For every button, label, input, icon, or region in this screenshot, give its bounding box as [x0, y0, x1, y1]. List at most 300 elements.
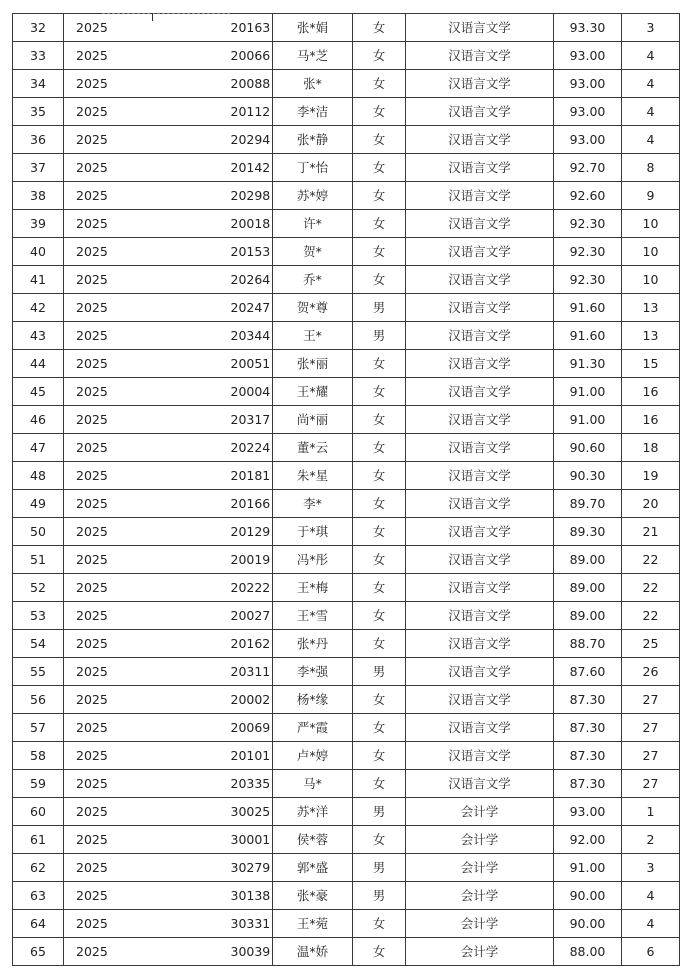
id-suffix-cell: 20101	[231, 742, 273, 770]
row-number-cell: 37	[13, 154, 64, 182]
rank-cell: 16	[622, 406, 680, 434]
gender-cell: 女	[353, 714, 406, 742]
score-cell: 89.30	[554, 518, 622, 546]
id-suffix-cell: 20247	[231, 294, 273, 322]
table-row	[13, 602, 680, 630]
row-number-cell: 48	[13, 462, 64, 490]
gender-cell: 女	[353, 210, 406, 238]
year-cell: 2025	[64, 630, 103, 658]
score-cell: 90.60	[554, 434, 622, 462]
score-cell: 91.00	[554, 854, 622, 882]
table-row	[13, 798, 680, 826]
name-cell: 乔*	[273, 266, 353, 294]
score-cell: 92.00	[554, 826, 622, 854]
table-row	[13, 742, 680, 770]
table-row	[13, 518, 680, 546]
id-suffix-cell: 30331	[231, 910, 273, 938]
id-suffix-cell: 20264	[231, 266, 273, 294]
major-cell: 汉语言文学	[406, 266, 554, 294]
year-cell: 2025	[64, 882, 103, 910]
table-row	[13, 630, 680, 658]
rank-cell: 22	[622, 546, 680, 574]
major-cell: 会计学	[406, 882, 554, 910]
name-cell: 马*芝	[273, 42, 353, 70]
score-cell: 88.70	[554, 630, 622, 658]
redacted-id-cell	[103, 490, 231, 518]
year-cell: 2025	[64, 714, 103, 742]
rank-cell: 4	[622, 882, 680, 910]
id-suffix-cell: 20344	[231, 322, 273, 350]
row-number-cell: 44	[13, 350, 64, 378]
redaction-mark	[102, 13, 230, 17]
table-row	[13, 882, 680, 910]
id-suffix-cell: 20317	[231, 406, 273, 434]
gender-cell: 女	[353, 434, 406, 462]
row-number-cell: 50	[13, 518, 64, 546]
name-cell: 张*豪	[273, 882, 353, 910]
redacted-id-cell	[103, 854, 231, 882]
row-number-cell: 54	[13, 630, 64, 658]
redacted-id-cell	[103, 42, 231, 70]
row-number-cell: 49	[13, 490, 64, 518]
major-cell: 汉语言文学	[406, 518, 554, 546]
table-row	[13, 686, 680, 714]
gender-cell: 女	[353, 238, 406, 266]
row-number-cell: 36	[13, 126, 64, 154]
id-suffix-cell: 20222	[231, 574, 273, 602]
year-cell: 2025	[64, 434, 103, 462]
table-row	[13, 70, 680, 98]
major-cell: 汉语言文学	[406, 630, 554, 658]
table-row	[13, 406, 680, 434]
id-suffix-cell: 20004	[231, 378, 273, 406]
id-suffix-cell: 20298	[231, 182, 273, 210]
rank-cell: 2	[622, 826, 680, 854]
score-cell: 92.30	[554, 210, 622, 238]
name-cell: 苏*婷	[273, 182, 353, 210]
gender-cell: 女	[353, 518, 406, 546]
major-cell: 汉语言文学	[406, 126, 554, 154]
id-suffix-cell: 20088	[231, 70, 273, 98]
major-cell: 汉语言文学	[406, 294, 554, 322]
redacted-id-cell	[103, 770, 231, 798]
year-cell: 2025	[64, 462, 103, 490]
redacted-id-cell	[103, 378, 231, 406]
redacted-id-cell	[103, 910, 231, 938]
name-cell: 王*	[273, 322, 353, 350]
id-suffix-cell: 20018	[231, 210, 273, 238]
row-number-cell: 64	[13, 910, 64, 938]
row-number-cell: 34	[13, 70, 64, 98]
major-cell: 汉语言文学	[406, 210, 554, 238]
year-cell: 2025	[64, 854, 103, 882]
score-cell: 89.00	[554, 574, 622, 602]
redacted-id-cell	[103, 798, 231, 826]
major-cell: 会计学	[406, 798, 554, 826]
id-suffix-cell: 20162	[231, 630, 273, 658]
name-cell: 严*霞	[273, 714, 353, 742]
id-suffix-cell: 20027	[231, 602, 273, 630]
rank-cell: 22	[622, 574, 680, 602]
score-cell: 90.30	[554, 462, 622, 490]
gender-cell: 女	[353, 490, 406, 518]
name-cell: 杨*缘	[273, 686, 353, 714]
table-row	[13, 854, 680, 882]
id-suffix-cell: 30001	[231, 826, 273, 854]
rank-cell: 18	[622, 434, 680, 462]
score-cell: 91.60	[554, 322, 622, 350]
rank-cell: 21	[622, 518, 680, 546]
rank-cell: 4	[622, 42, 680, 70]
score-cell: 91.00	[554, 406, 622, 434]
score-cell: 92.70	[554, 154, 622, 182]
score-cell: 87.60	[554, 658, 622, 686]
major-cell: 汉语言文学	[406, 602, 554, 630]
row-number-cell: 60	[13, 798, 64, 826]
name-cell: 王*雪	[273, 602, 353, 630]
major-cell: 汉语言文学	[406, 714, 554, 742]
name-cell: 苏*洋	[273, 798, 353, 826]
id-suffix-cell: 20066	[231, 42, 273, 70]
id-suffix-cell: 20129	[231, 518, 273, 546]
year-cell: 2025	[64, 658, 103, 686]
redacted-id-cell	[103, 70, 231, 98]
name-cell: 贺*	[273, 238, 353, 266]
gender-cell: 女	[353, 182, 406, 210]
redacted-id-cell	[103, 938, 231, 966]
year-cell: 2025	[64, 546, 103, 574]
gender-cell: 男	[353, 798, 406, 826]
row-number-cell: 45	[13, 378, 64, 406]
redacted-id-cell	[103, 322, 231, 350]
table-row	[13, 182, 680, 210]
year-cell: 2025	[64, 42, 103, 70]
row-number-cell: 40	[13, 238, 64, 266]
major-cell: 汉语言文学	[406, 70, 554, 98]
table-row	[13, 434, 680, 462]
score-cell: 91.00	[554, 378, 622, 406]
rank-cell: 27	[622, 686, 680, 714]
rank-cell: 25	[622, 630, 680, 658]
table-row	[13, 266, 680, 294]
redacted-id-cell	[103, 406, 231, 434]
redacted-id-cell	[103, 574, 231, 602]
table-row	[13, 238, 680, 266]
table-row	[13, 42, 680, 70]
redacted-id-cell	[103, 294, 231, 322]
gender-cell: 男	[353, 882, 406, 910]
table-row	[13, 98, 680, 126]
rank-cell: 4	[622, 98, 680, 126]
year-cell: 2025	[64, 602, 103, 630]
redacted-id-cell	[103, 238, 231, 266]
score-cell: 87.30	[554, 714, 622, 742]
name-cell: 侯*蓉	[273, 826, 353, 854]
score-cell: 90.00	[554, 882, 622, 910]
id-suffix-cell: 20153	[231, 238, 273, 266]
row-number-cell: 52	[13, 574, 64, 602]
major-cell: 汉语言文学	[406, 434, 554, 462]
year-cell: 2025	[64, 378, 103, 406]
score-cell: 89.00	[554, 546, 622, 574]
table-row	[13, 154, 680, 182]
redacted-id-cell	[103, 462, 231, 490]
redacted-id-cell	[103, 742, 231, 770]
redacted-id-cell	[103, 882, 231, 910]
major-cell: 汉语言文学	[406, 378, 554, 406]
table-row	[13, 826, 680, 854]
row-number-cell: 32	[13, 14, 64, 42]
major-cell: 汉语言文学	[406, 462, 554, 490]
redacted-id-cell	[103, 266, 231, 294]
score-cell: 91.60	[554, 294, 622, 322]
redacted-id-cell	[103, 98, 231, 126]
rank-cell: 27	[622, 742, 680, 770]
major-cell: 汉语言文学	[406, 14, 554, 42]
year-cell: 2025	[64, 294, 103, 322]
score-cell: 87.30	[554, 742, 622, 770]
table-row	[13, 546, 680, 574]
name-cell: 张*	[273, 70, 353, 98]
rank-cell: 20	[622, 490, 680, 518]
name-cell: 李*洁	[273, 98, 353, 126]
table-row	[13, 378, 680, 406]
year-cell: 2025	[64, 490, 103, 518]
year-cell: 2025	[64, 126, 103, 154]
table-row	[13, 350, 680, 378]
year-cell: 2025	[64, 826, 103, 854]
redacted-id-cell	[103, 546, 231, 574]
row-number-cell: 59	[13, 770, 64, 798]
score-cell: 90.00	[554, 910, 622, 938]
gender-cell: 女	[353, 406, 406, 434]
redacted-id-cell	[103, 826, 231, 854]
rank-cell: 4	[622, 910, 680, 938]
score-cell: 91.30	[554, 350, 622, 378]
id-suffix-cell: 30138	[231, 882, 273, 910]
year-cell: 2025	[64, 406, 103, 434]
score-cell: 93.00	[554, 798, 622, 826]
score-cell: 92.30	[554, 266, 622, 294]
id-suffix-cell: 20002	[231, 686, 273, 714]
name-cell: 张*丹	[273, 630, 353, 658]
major-cell: 会计学	[406, 910, 554, 938]
id-suffix-cell: 20181	[231, 462, 273, 490]
id-suffix-cell: 20166	[231, 490, 273, 518]
gender-cell: 女	[353, 350, 406, 378]
gender-cell: 男	[353, 658, 406, 686]
gender-cell: 女	[353, 378, 406, 406]
major-cell: 汉语言文学	[406, 742, 554, 770]
name-cell: 贺*尊	[273, 294, 353, 322]
score-cell: 93.00	[554, 98, 622, 126]
rank-cell: 22	[622, 602, 680, 630]
major-cell: 会计学	[406, 826, 554, 854]
row-number-cell: 33	[13, 42, 64, 70]
major-cell: 汉语言文学	[406, 350, 554, 378]
gender-cell: 女	[353, 70, 406, 98]
table-row	[13, 14, 680, 42]
redacted-id-cell	[103, 714, 231, 742]
table-row	[13, 714, 680, 742]
table-row	[13, 322, 680, 350]
year-cell: 2025	[64, 518, 103, 546]
gender-cell: 女	[353, 266, 406, 294]
table-row	[13, 574, 680, 602]
gender-cell: 女	[353, 630, 406, 658]
year-cell: 2025	[64, 210, 103, 238]
year-cell: 2025	[64, 770, 103, 798]
name-cell: 王*梅	[273, 574, 353, 602]
rank-cell: 13	[622, 294, 680, 322]
row-number-cell: 58	[13, 742, 64, 770]
year-cell: 2025	[64, 938, 103, 966]
name-cell: 张*丽	[273, 350, 353, 378]
redacted-id-cell	[103, 434, 231, 462]
redacted-id-cell	[103, 126, 231, 154]
major-cell: 汉语言文学	[406, 238, 554, 266]
score-cell: 89.00	[554, 602, 622, 630]
gender-cell: 女	[353, 686, 406, 714]
major-cell: 汉语言文学	[406, 322, 554, 350]
gender-cell: 女	[353, 98, 406, 126]
year-cell: 2025	[64, 574, 103, 602]
results-table	[12, 13, 680, 966]
name-cell: 朱*星	[273, 462, 353, 490]
name-cell: 李*	[273, 490, 353, 518]
year-cell: 2025	[64, 182, 103, 210]
id-suffix-cell: 20311	[231, 658, 273, 686]
table-row	[13, 490, 680, 518]
rank-cell: 15	[622, 350, 680, 378]
table-row	[13, 294, 680, 322]
redacted-id-cell	[103, 350, 231, 378]
score-cell: 87.30	[554, 686, 622, 714]
score-cell: 89.70	[554, 490, 622, 518]
name-cell: 张*静	[273, 126, 353, 154]
year-cell: 2025	[64, 686, 103, 714]
score-cell: 93.30	[554, 14, 622, 42]
year-cell: 2025	[64, 910, 103, 938]
gender-cell: 女	[353, 742, 406, 770]
id-suffix-cell: 20142	[231, 154, 273, 182]
row-number-cell: 65	[13, 938, 64, 966]
name-cell: 张*娟	[273, 14, 353, 42]
name-cell: 董*云	[273, 434, 353, 462]
id-suffix-cell: 30279	[231, 854, 273, 882]
name-cell: 温*娇	[273, 938, 353, 966]
row-number-cell: 35	[13, 98, 64, 126]
redacted-id-cell	[103, 518, 231, 546]
rank-cell: 27	[622, 770, 680, 798]
rank-cell: 26	[622, 658, 680, 686]
gender-cell: 男	[353, 854, 406, 882]
gender-cell: 女	[353, 462, 406, 490]
year-cell: 2025	[64, 154, 103, 182]
year-cell: 2025	[64, 98, 103, 126]
major-cell: 会计学	[406, 854, 554, 882]
rank-cell: 3	[622, 854, 680, 882]
id-suffix-cell: 20163	[231, 14, 273, 42]
row-number-cell: 39	[13, 210, 64, 238]
score-cell: 93.00	[554, 42, 622, 70]
redacted-id-cell	[103, 686, 231, 714]
major-cell: 汉语言文学	[406, 658, 554, 686]
major-cell: 汉语言文学	[406, 490, 554, 518]
row-number-cell: 57	[13, 714, 64, 742]
rank-cell: 10	[622, 238, 680, 266]
row-number-cell: 63	[13, 882, 64, 910]
id-suffix-cell: 20294	[231, 126, 273, 154]
id-suffix-cell: 20019	[231, 546, 273, 574]
row-number-cell: 46	[13, 406, 64, 434]
redacted-id-cell	[103, 602, 231, 630]
table-row	[13, 658, 680, 686]
id-suffix-cell: 20335	[231, 770, 273, 798]
gender-cell: 女	[353, 602, 406, 630]
gender-cell: 女	[353, 938, 406, 966]
table-row	[13, 210, 680, 238]
row-number-cell: 62	[13, 854, 64, 882]
row-number-cell: 53	[13, 602, 64, 630]
row-number-cell: 55	[13, 658, 64, 686]
table-row	[13, 462, 680, 490]
major-cell: 汉语言文学	[406, 406, 554, 434]
rank-cell: 16	[622, 378, 680, 406]
name-cell: 王*耀	[273, 378, 353, 406]
gender-cell: 女	[353, 154, 406, 182]
gender-cell: 女	[353, 910, 406, 938]
rank-cell: 3	[622, 14, 680, 42]
table-row	[13, 770, 680, 798]
id-suffix-cell: 20069	[231, 714, 273, 742]
redacted-id-cell	[103, 630, 231, 658]
row-number-cell: 51	[13, 546, 64, 574]
major-cell: 会计学	[406, 938, 554, 966]
table-row	[13, 938, 680, 966]
year-cell: 2025	[64, 266, 103, 294]
score-cell: 92.30	[554, 238, 622, 266]
redacted-id-cell	[103, 182, 231, 210]
rank-cell: 6	[622, 938, 680, 966]
table-row	[13, 126, 680, 154]
name-cell: 卢*婷	[273, 742, 353, 770]
gender-cell: 女	[353, 126, 406, 154]
rank-cell: 19	[622, 462, 680, 490]
major-cell: 汉语言文学	[406, 98, 554, 126]
rank-cell: 9	[622, 182, 680, 210]
gender-cell: 女	[353, 42, 406, 70]
score-cell: 88.00	[554, 938, 622, 966]
major-cell: 汉语言文学	[406, 574, 554, 602]
id-suffix-cell: 20224	[231, 434, 273, 462]
id-suffix-cell: 30039	[231, 938, 273, 966]
year-cell: 2025	[64, 350, 103, 378]
major-cell: 汉语言文学	[406, 154, 554, 182]
name-cell: 冯*彤	[273, 546, 353, 574]
year-cell: 2025	[64, 238, 103, 266]
name-cell: 马*	[273, 770, 353, 798]
row-number-cell: 56	[13, 686, 64, 714]
row-number-cell: 38	[13, 182, 64, 210]
row-number-cell: 42	[13, 294, 64, 322]
year-cell: 2025	[64, 14, 103, 42]
score-cell: 93.00	[554, 70, 622, 98]
gender-cell: 女	[353, 574, 406, 602]
major-cell: 汉语言文学	[406, 42, 554, 70]
name-cell: 王*菀	[273, 910, 353, 938]
major-cell: 汉语言文学	[406, 770, 554, 798]
